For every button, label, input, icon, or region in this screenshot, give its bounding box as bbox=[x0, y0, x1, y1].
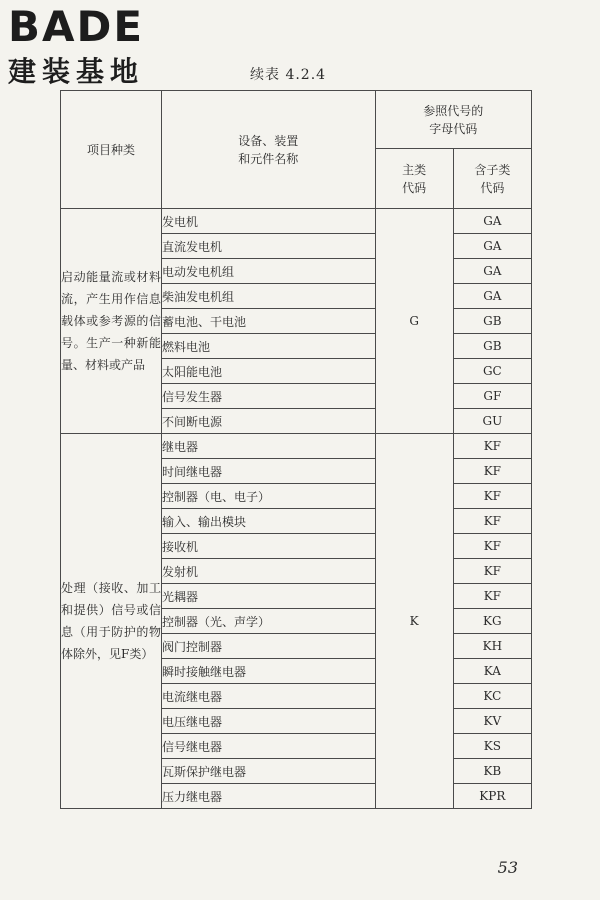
main-code-cell: K bbox=[375, 434, 453, 809]
sub-code-cell: KV bbox=[453, 709, 531, 734]
device-name-cell: 压力继电器 bbox=[161, 784, 375, 809]
device-name-cell: 不间断电源 bbox=[161, 409, 375, 434]
sub-code-cell: KF bbox=[453, 484, 531, 509]
device-name-cell: 信号继电器 bbox=[161, 734, 375, 759]
main-code-cell: G bbox=[375, 209, 453, 434]
device-name-cell: 发电机 bbox=[161, 209, 375, 234]
device-name-cell: 阀门控制器 bbox=[161, 634, 375, 659]
table-row bbox=[61, 434, 532, 459]
table-caption: 续表 4.2.4 bbox=[250, 67, 327, 83]
header-category bbox=[61, 91, 162, 209]
device-name-cell: 太阳能电池 bbox=[161, 359, 375, 384]
category-cell: 处理（接收、加工和提供）信号或信息（用于防护的物体除外，见F类） bbox=[61, 434, 162, 809]
sub-code-cell: KB bbox=[453, 759, 531, 784]
header-main-code bbox=[375, 149, 453, 209]
sub-code-cell: KC bbox=[453, 684, 531, 709]
header-ref-code bbox=[375, 91, 531, 149]
sub-code-cell: GA bbox=[453, 234, 531, 259]
sub-code-cell: KPR bbox=[453, 784, 531, 809]
category-cell: 启动能量流或材料流，产生用作信息载体或参考源的信号。生产一种新能量、材料或产品 bbox=[61, 209, 162, 434]
sub-code-cell: GA bbox=[453, 284, 531, 309]
logo-wordmark: BADE bbox=[8, 2, 145, 51]
sub-code-cell: GA bbox=[453, 259, 531, 284]
device-name-cell: 控制器（光、声学） bbox=[161, 609, 375, 634]
sub-code-cell: GB bbox=[453, 334, 531, 359]
header-sub-code-label: 含子类 代码 bbox=[474, 162, 511, 195]
device-name-cell: 瞬时接触继电器 bbox=[161, 659, 375, 684]
header-category-label: 项目种类 bbox=[86, 142, 135, 157]
sub-code-cell: GF bbox=[453, 384, 531, 409]
device-name-cell: 电动发电机组 bbox=[161, 259, 375, 284]
sub-code-cell: KF bbox=[453, 559, 531, 584]
device-name-cell: 燃料电池 bbox=[161, 334, 375, 359]
table-body bbox=[61, 209, 532, 809]
sub-code-cell: GC bbox=[453, 359, 531, 384]
logo-chinese-text: 建装基地 bbox=[8, 55, 145, 88]
sub-code-cell: KF bbox=[453, 434, 531, 459]
sub-code-cell: KF bbox=[453, 509, 531, 534]
reference-code-table bbox=[60, 90, 532, 809]
device-name-cell: 时间继电器 bbox=[161, 459, 375, 484]
device-name-cell: 蓄电池、干电池 bbox=[161, 309, 375, 334]
device-name-cell: 继电器 bbox=[161, 434, 375, 459]
device-name-cell: 光耦器 bbox=[161, 584, 375, 609]
header-main-code-label: 主类 代码 bbox=[402, 162, 427, 195]
sub-code-cell: GU bbox=[453, 409, 531, 434]
device-name-cell: 输入、输出模块 bbox=[161, 509, 375, 534]
device-name-cell: 瓦斯保护继电器 bbox=[161, 759, 375, 784]
table-row bbox=[61, 209, 532, 234]
device-name-cell: 柴油发电机组 bbox=[161, 284, 375, 309]
sub-code-cell: KA bbox=[453, 659, 531, 684]
sub-code-cell: KH bbox=[453, 634, 531, 659]
device-name-cell: 接收机 bbox=[161, 534, 375, 559]
device-name-cell: 直流发电机 bbox=[161, 234, 375, 259]
sub-code-cell: KS bbox=[453, 734, 531, 759]
header-name bbox=[161, 91, 375, 209]
device-name-cell: 发射机 bbox=[161, 559, 375, 584]
sub-code-cell: KF bbox=[453, 584, 531, 609]
logo bbox=[8, 4, 178, 92]
sub-code-cell: KG bbox=[453, 609, 531, 634]
header-sub-code bbox=[453, 149, 531, 209]
device-name-cell: 电流继电器 bbox=[161, 684, 375, 709]
page-number: 53 bbox=[497, 858, 518, 877]
header-name-label: 设备、装置 和元件名称 bbox=[238, 133, 299, 166]
sub-code-cell: KF bbox=[453, 459, 531, 484]
device-name-cell: 控制器（电、电子） bbox=[161, 484, 375, 509]
sub-code-cell: KF bbox=[453, 534, 531, 559]
device-name-cell: 信号发生器 bbox=[161, 384, 375, 409]
sub-code-cell: GB bbox=[453, 309, 531, 334]
device-name-cell: 电压继电器 bbox=[161, 709, 375, 734]
header-ref-code-label: 参照代号的 字母代码 bbox=[423, 103, 484, 136]
sub-code-cell: GA bbox=[453, 209, 531, 234]
